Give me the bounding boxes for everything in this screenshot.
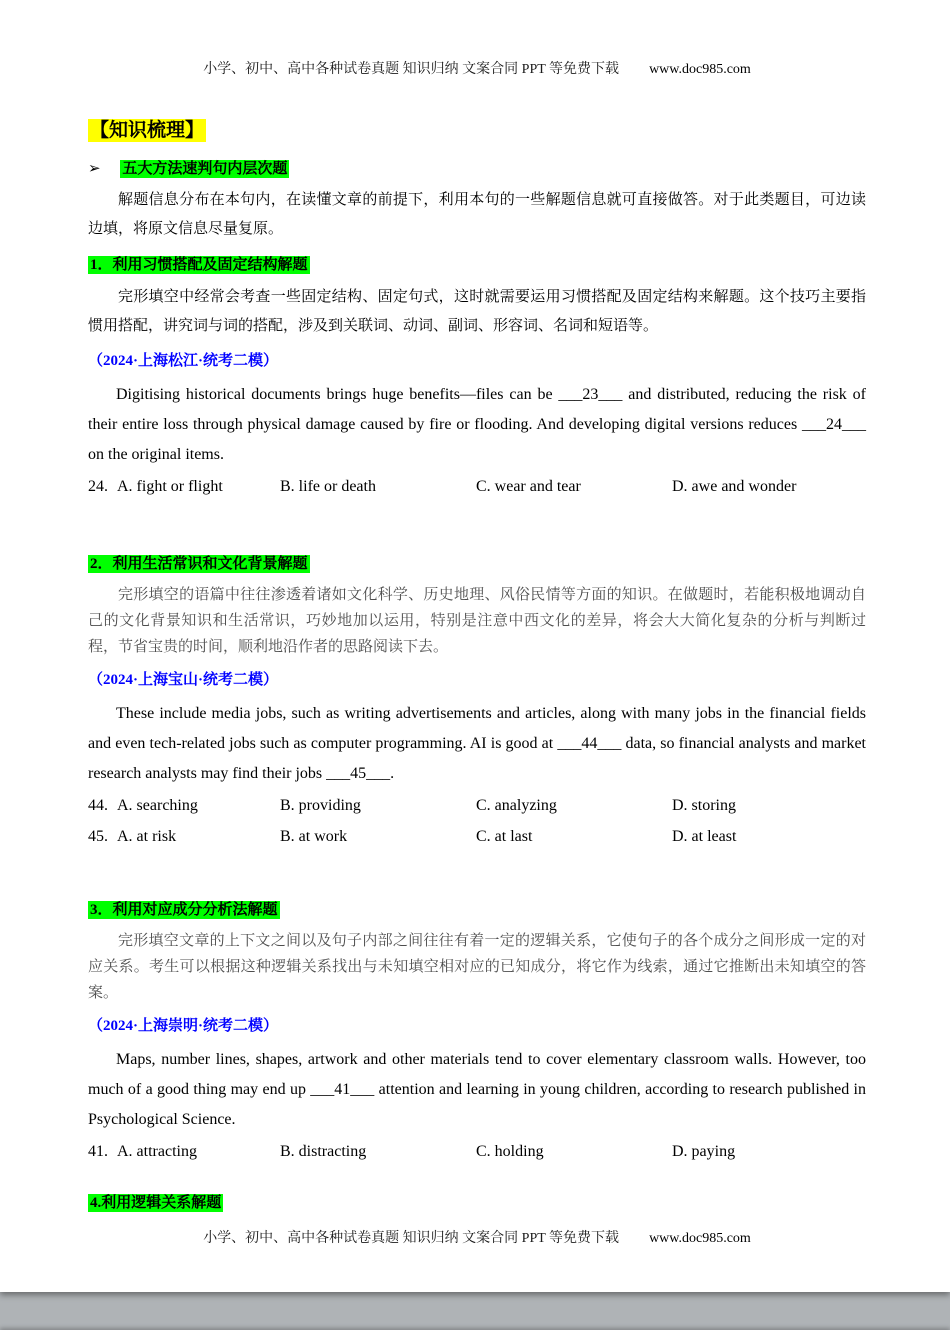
method-section-2 [88,553,866,851]
method-section-4 [88,1192,866,1215]
method-heading-label: 1．利用习惯搭配及固定结构解题 [90,257,308,273]
option-c: C. at last [476,828,533,845]
page-title [88,118,866,144]
option-b: B. providing [280,797,361,814]
option-b: B. distracting [280,1143,367,1160]
intro-paragraph: 解题信息分布在本句内，在读懂文章的前提下，利用本句的一些解题信息就可直接做答。对于此类题目，可边读边填，将原文信息尽量复原。 [88,192,866,237]
option-c: C. analyzing [476,797,557,814]
question-options-row [88,472,866,501]
option-d: D. awe and wonder [672,478,797,495]
page-header [88,58,866,78]
header-text: 小学、初中、高中各种试卷真题 知识归纳 文案合同 PPT 等免费下载 [203,62,620,77]
option-a: A. at risk [117,828,177,845]
site-link[interactable]: www.doc985.com [649,62,751,77]
title-highlight: 【知识梳理】 [90,120,205,141]
method-list-heading [88,158,866,180]
question-number: 45. [88,828,108,845]
english-passage: Maps, number lines, shapes, artwork and other materials tend to cover elementary classroom walls. However, too much of a good thing may end up ___41___ attention and learning in young children, according to research published in Psychological Science. [88,1051,866,1128]
option-a: A. attracting [117,1143,197,1160]
option-b: B. life or death [280,478,376,495]
method-heading [88,254,866,277]
method-heading-label: 3．利用对应成分分析法解题 [90,902,278,918]
method-list-heading-label: 五大方法速判句内层次题 [122,161,288,177]
method-heading [88,1192,866,1215]
english-passage: These include media jobs, such as writing advertisements and articles, along with many jobs in the financial fields and even tech-related jobs such as computer programming. AI is good at ___44___ data, so financial analysts and market research analysts may find their jobs ___45___. [88,705,866,782]
english-passage: Digitising historical documents brings huge benefits—files can be ___23___ and distributed, reducing the risk of their entire loss through physical damage caused by fire or flooding. And developing digital versions reduces ___24___ on the original items. [88,386,866,463]
page-footer [88,1227,866,1247]
option-c: C. holding [476,1143,544,1160]
method-description: 完形填空文章的上下文之间以及句子内部之间往往有着一定的逻辑关系，它使句子的各个成分之间形成一定的对应关系。考生可以根据这种逻辑关系找出与未知填空相对应的已知成分，将它作为线索，通过它推断出未知填空的答案。 [88,933,866,1001]
exam-source: （2024·上海松江·统考二模） [88,353,279,369]
next-page-edge [0,1330,950,1344]
option-d: D. storing [672,797,736,814]
method-description: 完形填空的语篇中往往渗透着诸如文化科学、历史地理、风俗民情等方面的知识。在做题时，若能积极地调动自己的文化背景知识和生活常识，巧妙地加以运用，特别是注意中西文化的差异，将会大大简化复杂的分析与判断过程，节省宝贵的时间，顺利地沿作者的思路阅读下去。 [88,587,866,655]
question-number: 24. [88,478,108,495]
question-number: 44. [88,797,108,814]
question-number: 41. [88,1143,108,1160]
option-c: C. wear and tear [476,478,581,495]
question-options-row [88,791,866,820]
option-d: D. paying [672,1143,736,1160]
option-d: D. at least [672,828,737,845]
site-link[interactable]: www.doc985.com [649,1231,751,1246]
page-break-gap [0,1292,950,1330]
method-section-3 [88,899,866,1166]
method-heading-label: 2．利用生活常识和文化背景解题 [90,556,308,572]
method-description: 完形填空中经常会考查一些固定结构、固定句式，这时就需要运用习惯搭配及固定结构来解题。这个技巧主要指惯用搭配，讲究词与词的搭配，涉及到关联词、动词、副词、形容词、名词和短语等。 [88,289,866,334]
option-a: A. fight or flight [117,478,223,495]
method-heading [88,553,866,576]
option-b: B. at work [280,828,348,845]
option-a: A. searching [117,797,198,814]
method-heading [88,899,866,922]
arrow-bullet-icon: ➢ [88,161,101,177]
exam-source: （2024·上海崇明·统考二模） [88,1018,279,1034]
question-options-row [88,822,866,851]
footer-text: 小学、初中、高中各种试卷真题 知识归纳 文案合同 PPT 等免费下载 [203,1231,620,1246]
question-options-row [88,1137,866,1166]
method-section-1 [88,254,866,501]
exam-source: （2024·上海宝山·统考二模） [88,672,279,688]
method-heading-label: 4.利用逻辑关系解题 [90,1195,222,1211]
